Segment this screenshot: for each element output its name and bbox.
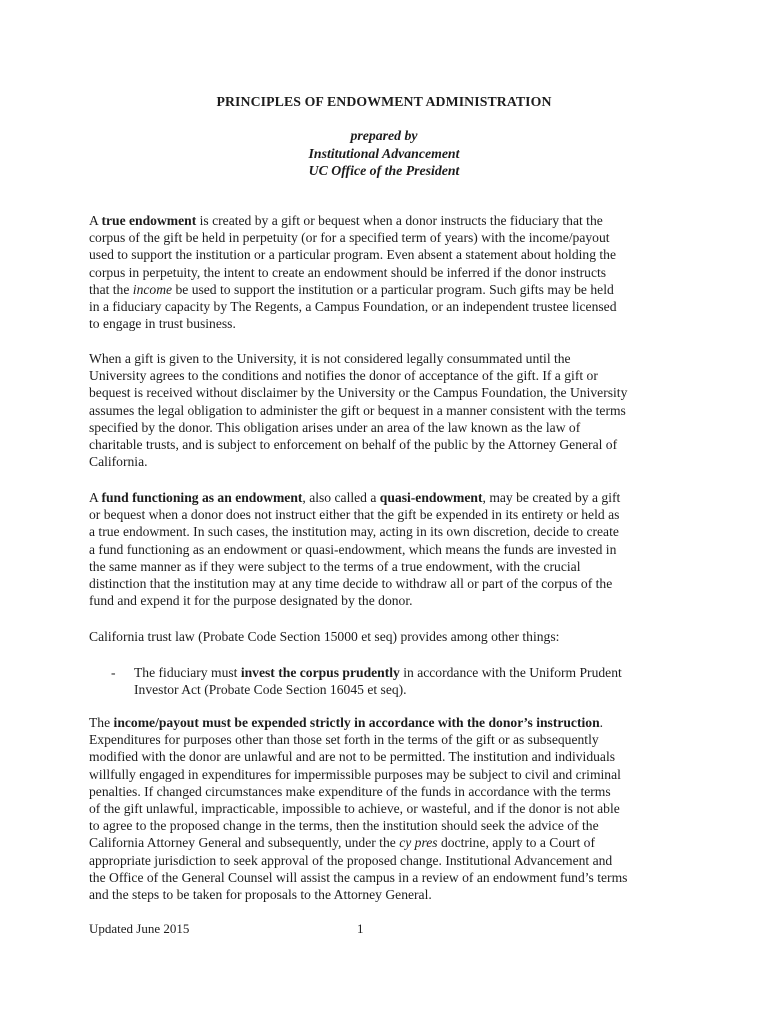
paragraph-line: The income/payout must be expended strictly in accordance with the donor’s instruction. [89,715,604,730]
paragraph-line: When a gift is given to the University, it is not considered legally consummated until the [89,351,571,366]
paragraph-line: distinction that the institution may at any time decide to withdraw all or part of the corpus of the [89,576,613,592]
byline-department: Institutional Advancement [308,145,460,161]
term-income-payout: income/payout must be expended strictly in accordance with the donor’s instruction [113,715,600,730]
paragraph-line: willfully engaged in expenditures for impermissible purposes may be subject to civil and criminal [89,766,621,782]
paragraph-line: assumes the legal obligation to administer the gift or bequest in a manner consistent with the terms [89,402,626,418]
paragraph-line: specified by the donor. This obligation arises under an area of the law known as the law of [89,419,581,435]
paragraph-line: and the steps to be taken for proposals to the Attorney General. [89,887,432,903]
paragraph-true-endowment [89,212,681,332]
paragraph-line: to agree to the proposed change in the terms, then the institution should seek the advice of the [89,818,599,834]
term-fund-functioning: fund functioning as an endowment [101,490,303,505]
paragraph-line: used to support the institution or a particular program. Even absent a statement about holding the [89,247,617,263]
paragraph-line: corpus of the gift be held in perpetuity (or for a specified term of years) with the income/payout [89,230,610,246]
paragraph-line: bequest is received without disclaimer by the University or the Campus Foundation, the University [89,385,628,401]
term-invest-prudently: invest the corpus prudently [240,665,400,680]
paragraph-line: of the gift unlawful, impracticable, impossible to achieve, or wasteful, and if the donor is not able [89,801,620,817]
term-true-endowment: true endowment [101,213,197,228]
paragraph-line: the Office of the General Counsel will assist the campus in a review of an endowment fund’s terms [89,869,628,885]
bullet-dash: - [111,665,116,680]
paragraph-line: penalties. If changed circumstances make expenditure of the funds in accordance with the terms [89,783,611,799]
emphasis-income: income [132,281,173,297]
paragraph-line: that the income be used to support the institution or a particular program. Such gifts may be held [89,281,614,297]
paragraph-line: The fiduciary must invest the corpus prudently in accordance with the Uniform Prudent [134,665,622,680]
paragraph-income-payout [89,714,681,903]
term-quasi-endowment: quasi-endowment [379,490,483,505]
paragraph-quasi-endowment [89,489,681,609]
footer-page-number: 1 [357,921,364,936]
paragraph-gift-acceptance [89,350,681,470]
paragraph-line: California. [89,454,148,470]
paragraph-line: A fund functioning as an endowment, also called a quasi-endowment, may be created by a gift [89,490,621,505]
byline-prepared-by: prepared by [350,128,418,143]
bullet-invest-prudently [134,664,694,698]
footer-updated-date: Updated June 2015 [89,921,190,936]
byline [0,127,768,180]
paragraph-line: a fund functioning as an endowment or quasi-endowment, which means the funds are invested in [89,541,617,557]
emphasis-cy-pres: cy pres [399,835,438,851]
paragraph-line: or bequest when a donor does not instruct either that the gift be expended in its entirety or held as [89,507,620,523]
paragraph-line: the same manner as if they were subject to the terms of a true endowment, with the crucial [89,558,581,574]
paragraph-line: charitable trusts, and is subject to enforcement on behalf of the public by the Attorney General of [89,437,618,453]
byline-office: UC Office of the President [308,163,460,178]
paragraph-line: Expenditures for purposes other than those set forth in the terms of the gift or as subsequently [89,732,599,748]
paragraph-line: a true endowment. In such cases, the institution may, acting in its own discretion, decide to create [89,524,619,540]
paragraph-line: fund and expend it for the purpose designated by the donor. [89,593,413,609]
paragraph-line: A true endowment is created by a gift or bequest when a donor instructs the fiduciary that the [89,213,603,228]
paragraph-line: California Attorney General and subsequently, under the cy pres doctrine, apply to a Court of [89,835,595,851]
paragraph-line: modified with the donor are unlawful and are not to be permitted. The institution and individuals [89,749,616,765]
paragraph-line: to engage in trust business. [89,316,236,332]
paragraph-line: University agrees to the conditions and notifies the donor of acceptance of the gift. If a gift or [89,368,598,384]
paragraph-line: appropriate jurisdiction to seek approval of the proposed change. Institutional Advancement and [89,852,613,868]
paragraph-trust-law [89,628,681,645]
paragraph-line: California trust law (Probate Code Section 15000 et seq) provides among other things: [89,629,560,644]
paragraph-line: Investor Act (Probate Code Section 16045 et seq). [134,682,407,698]
document-title: PRINCIPLES OF ENDOWMENT ADMINISTRATION [216,94,552,109]
paragraph-line: in a fiduciary capacity by The Regents, a Campus Foundation, or an independent trustee licensed [89,299,617,315]
paragraph-line: corpus in perpetuity, the intent to create an endowment should be inferred if the donor instructs [89,264,607,280]
